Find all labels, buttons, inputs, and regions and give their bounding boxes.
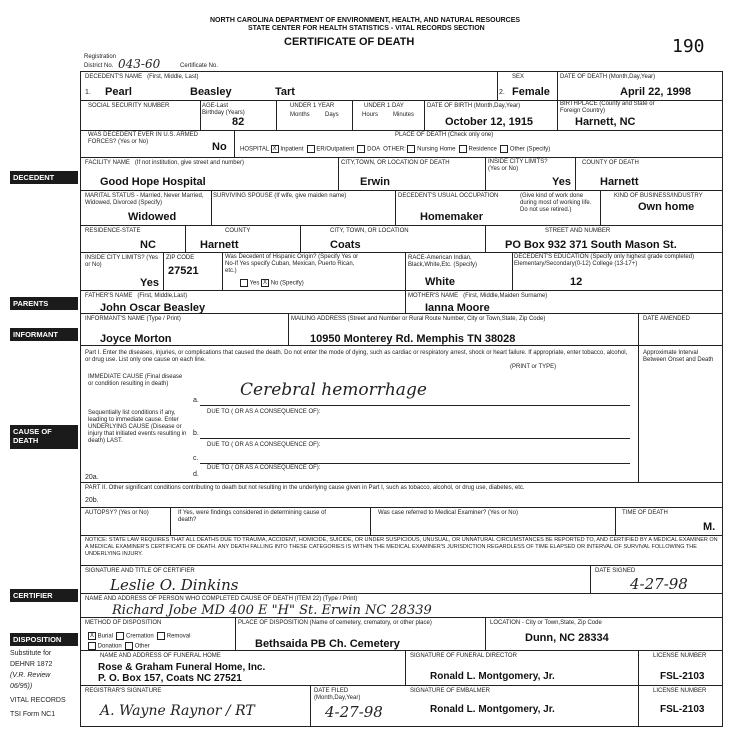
residence-city: Coats xyxy=(330,239,361,251)
decedent-sex: Female xyxy=(512,86,550,98)
embalmer-label: SIGNATURE OF EMBALMER xyxy=(410,688,490,694)
inside-city-limits: Yes xyxy=(552,176,571,188)
due-to-a: DUE TO ( OR AS A CONSEQUENCE OF): xyxy=(207,409,321,415)
age-label: AGE-Last Birthday (Years) xyxy=(202,103,245,116)
business: Own home xyxy=(638,201,695,213)
sex-label: SEX xyxy=(512,74,525,80)
section-parents: PARENTS xyxy=(10,297,78,310)
part1-instructions: Part I. Enter the diseases, injuries, or complications that caused the death. Do not enter the mode of dying, such as cardiac or respiratory arrest, shock or heart failure. If appropriate, enter tobacco, alcohol, or drug use. List only one cause on each line. xyxy=(85,350,628,363)
license-label-1: LICENSE NUMBER xyxy=(653,653,707,659)
disposition-location: Dunn, NC 28334 xyxy=(525,632,609,644)
under-year-label: UNDER 1 YEAR xyxy=(290,103,335,109)
part2-instructions: PART II. Other significant conditions contributing to death but not resulting in the underlying cause given in Part I, such as tobacco, alcohol, or drug use, diabetes, etc. xyxy=(85,485,525,491)
mother-label: MOTHER'S NAME (First, Middle,Maiden Surname) xyxy=(408,293,548,299)
address-label: MAILING ADDRESS (Street and Number or Rural Route Number, City or Town,State, Zip Code) xyxy=(291,316,546,322)
inside-limits-label: INSIDE CITY LIMITS? (Yes or No) xyxy=(488,159,548,172)
section-informant: INFORMANT xyxy=(10,328,78,341)
county-death-label: COUNTY OF DEATH xyxy=(582,160,639,166)
license-1: FSL-2103 xyxy=(660,671,705,682)
date-signed: 4-27-98 xyxy=(630,575,688,593)
marital-label: MARITAL STATUS - Married, Never Married, Widowed, Divorced (Specify) xyxy=(85,193,204,206)
header-agency: NORTH CAROLINA DEPARTMENT OF ENVIRONMENT, HEALTH, AND NATURAL RESOURCES xyxy=(210,17,521,24)
funeral-director: Ronald L. Montgomery, Jr. xyxy=(430,671,555,682)
education: 12 xyxy=(570,276,583,288)
spouse-label: SURVIVING SPOUSE (If wife, give maiden name) xyxy=(213,193,347,199)
armed-label: WAS DECEDENT EVER IN U.S. ARMED FORCES? (Yes or No) xyxy=(88,132,199,145)
side-note-3: (V.R. Review xyxy=(10,672,51,679)
nursing-checkbox[interactable] xyxy=(407,145,415,153)
res-county-label: COUNTY xyxy=(225,228,251,234)
burial-checkbox[interactable]: X xyxy=(89,633,94,639)
registrar-label: REGISTRAR'S SIGNATURE xyxy=(85,688,162,694)
time-suffix: M. xyxy=(703,521,716,533)
res-city-label: CITY, TOWN, OR LOCATION xyxy=(330,228,409,234)
hours-label: Hours xyxy=(362,112,379,118)
residence-state: NC xyxy=(140,239,156,251)
place-options: HOSPITAL X Inpatient ER/Outpatient DOA OTHER: Nursing Home Residence Other (Specify) xyxy=(240,146,551,153)
marital-status: Widowed xyxy=(128,211,177,223)
page-title: CERTIFICATE OF DEATH xyxy=(284,36,415,48)
location-label: LOCATION - City or Town,State, Zip Code xyxy=(490,620,602,626)
date-of-death: April 22, 1998 xyxy=(620,86,691,98)
header-center: STATE CENTER FOR HEALTH STATISTICS - VITAL RECORDS SECTION xyxy=(248,25,485,32)
place-of-disposition: Bethsaida PB Ch. Cemetery xyxy=(255,638,400,650)
date-filed: 4-27-98 xyxy=(325,703,383,721)
side-note-2: DEHNR 1872 xyxy=(10,661,53,668)
side-note-1: Substitute for xyxy=(10,650,52,657)
zip-code: 27521 xyxy=(168,265,199,277)
donation-checkbox[interactable] xyxy=(88,642,96,650)
due-to-c: DUE TO ( OR AS A CONSEQUENCE OF): xyxy=(207,465,321,471)
business-label: KIND OF BUSINESS/INDUSTRY xyxy=(614,193,703,199)
occupation-label: DECEDENT'S USUAL OCCUPATION xyxy=(398,193,499,199)
doa-checkbox[interactable] xyxy=(357,145,365,153)
removal-checkbox[interactable] xyxy=(157,632,165,640)
completer-label: NAME AND ADDRESS OF PERSON WHO COMPLETED CAUSE OF DEATH (ITEM 22) (Type / Print) xyxy=(85,596,358,602)
certificate-number: 190 xyxy=(672,36,705,57)
residence-county: Harnett xyxy=(200,239,239,251)
interval-label: Approximate Interval Between Onset and Death xyxy=(643,350,714,363)
sequential-label: Sequentially list conditions if any, leading to immediate cause. Enter UNDERLYING CAUSE (Disease or injury that initiated events resulting in death) LAST. xyxy=(88,410,187,444)
section-cause: CAUSE OF DEATH xyxy=(10,425,78,449)
section-disposition: DISPOSITION xyxy=(10,633,78,646)
res-inside-label: INSIDE CITY LIMITS? (Yes or No) xyxy=(85,255,159,268)
days-label: Days xyxy=(325,112,339,118)
director-label: SIGNATURE OF FUNERAL DIRECTOR xyxy=(410,653,517,659)
registration-label: Registration xyxy=(84,54,117,60)
informant-label: INFORMANT'S NAME (Type / Print) xyxy=(85,316,181,322)
district-value: 043-60 xyxy=(118,57,161,71)
immediate-label: IMMEDIATE CAUSE (Final disease or condition resulting in death) xyxy=(88,374,183,387)
residence-checkbox[interactable] xyxy=(459,145,467,153)
place-disposition-label: PLACE OF DISPOSITION (Name of cemetery, crematory, or other place) xyxy=(238,620,432,626)
section-certifier: CERTIFIER xyxy=(10,589,78,602)
minutes-label: Minutes xyxy=(393,112,415,118)
ssn-label: SOCIAL SECURITY NUMBER xyxy=(88,103,170,109)
armed-forces: No xyxy=(212,141,227,153)
side-note-5: VITAL RECORDS xyxy=(10,697,66,704)
street-label: STREET AND NUMBER xyxy=(545,228,611,234)
time-label: TIME OF DEATH xyxy=(622,510,668,516)
section-decedent: DECEDENT xyxy=(10,171,78,184)
notice: NOTICE: STATE LAW REQUIRES THAT ALL DEATHS DUE TO TRAUMA, ACCIDENT, HOMICIDE, SUICIDE, OR UNDER SUSPICIOUS, UNUSUAL, OR UNNATURAL CIRCUMSTANCES BE REPORTED TO, AND CERTIFIED BY A MEDICAL EXAMINER ON A MEDICAL EXAMINER'S CERTIFICATE OF DEATH. ANY DEATH FALLING INTO THESE CATEGORIES IS WITHIN THE MEDICAL EXAMINER'S JURISDICTION REGARDLESS OF TIME ELAPSED OR INTERVAL OF SURVIVAL FOLLOWING THE UNDERLYING INJURY. xyxy=(85,537,718,557)
dod-label: DATE OF DEATH (Month,Day,Year) xyxy=(560,74,656,80)
certificate-label: Certificate No. xyxy=(180,63,219,69)
place-label: PLACE OF DEATH (Check only one) xyxy=(395,132,494,138)
hispanic-options: Yes X No (Specify) xyxy=(240,279,304,288)
father-label: FATHER'S NAME (First, Middle,Last) xyxy=(85,293,188,299)
method-label: METHOD OF DISPOSITION xyxy=(85,620,162,626)
name-label: DECEDENT'S NAME (First, Middle, Last) xyxy=(85,74,199,80)
date-filed-label: DATE FILED (Month,Day,Year) xyxy=(314,688,361,701)
county-of-death: Harnett xyxy=(600,176,639,188)
informant-address: 10950 Monterey Rd. Memphis TN 38028 xyxy=(310,333,516,345)
autopsy-label: AUTOPSY? (Yes or No) xyxy=(85,510,149,516)
district-label: District No. xyxy=(84,63,114,69)
due-to-b: DUE TO ( OR AS A CONSEQUENCE OF): xyxy=(207,442,321,448)
certifier-signature: Leslie O. Dinkins xyxy=(110,576,239,594)
birthplace-label: BIRTHPLACE (County and State or Foreign Country) xyxy=(560,101,655,114)
race-label: RACE-American Indian, Black,White,Etc. (Specify) xyxy=(408,255,478,268)
side-note-6: TSI Form NC1 xyxy=(10,711,56,718)
registrar-signature: A. Wayne Raynor / RT xyxy=(100,703,255,719)
decedent-age: 82 xyxy=(232,116,245,128)
examiner-label: Was case referred to Medical Examiner? (Yes or No) xyxy=(378,510,518,516)
date-of-birth: October 12, 1915 xyxy=(445,116,534,128)
mother-name: Ianna Moore xyxy=(425,302,490,314)
immediate-cause: Cerebral hemorrhage xyxy=(240,380,427,400)
decedent-first-name: Pearl xyxy=(105,86,132,98)
cremation-checkbox[interactable] xyxy=(116,632,124,640)
dob-label: DATE OF BIRTH (Month,Day,Year) xyxy=(427,103,521,109)
decedent-middle-name: Beasley xyxy=(190,86,232,98)
residence-inside-limits: Yes xyxy=(140,277,159,289)
side-note-4: 06/95)) xyxy=(10,683,33,690)
informant-name: Joyce Morton xyxy=(100,333,172,345)
license-label-2: LICENSE NUMBER xyxy=(653,688,707,694)
method-options-2: Donation Other xyxy=(88,642,150,651)
birthplace: Harnett, NC xyxy=(575,116,636,128)
under-day-label: UNDER 1 DAY xyxy=(364,103,404,109)
residence-street: PO Box 932 371 South Mason St. xyxy=(505,239,677,251)
other-checkbox[interactable] xyxy=(500,145,508,153)
city-death-label: CITY,TOWN, OR LOCATION OF DEATH xyxy=(341,160,450,166)
zip-label: ZIP CODE xyxy=(166,255,195,261)
months-label: Months xyxy=(290,112,310,118)
facility-name: Good Hope Hospital xyxy=(100,176,206,188)
amended-label: DATE AMENDED xyxy=(643,316,690,322)
hispanic-yes-checkbox[interactable] xyxy=(240,279,248,287)
decedent-last-name: Tart xyxy=(275,86,295,98)
date-signed-label: DATE SIGNED xyxy=(595,568,636,574)
occupation-hint: (Give kind of work done during most of working life. Do not use retired.) xyxy=(520,193,592,213)
race: White xyxy=(425,276,455,288)
inpatient-checkbox[interactable]: X xyxy=(272,146,277,152)
embalmer: Ronald L. Montgomery, Jr. xyxy=(430,704,555,715)
home-label: NAME AND ADDRESS OF FUNERAL HOME xyxy=(100,653,221,659)
home-name: Rose & Graham Funeral Home, Inc. xyxy=(98,662,266,673)
res-state-label: RESIDENCE-STATE xyxy=(85,228,141,234)
signature-label: SIGNATURE AND TITLE OF CERTIFIER xyxy=(85,568,195,574)
hispanic-no-checkbox[interactable]: X xyxy=(263,280,268,286)
education-label: DECEDENT'S EDUCATION (Specify only highest grade completed) Elementary/Secondary(0-12) College (13-17+) xyxy=(514,254,695,267)
er-checkbox[interactable] xyxy=(307,145,315,153)
print-hint: (PRINT or TYPE) xyxy=(510,364,557,370)
father-name: John Oscar Beasley xyxy=(100,302,206,314)
completer: Richard Jobe MD 400 E "H" St. Erwin NC 28339 xyxy=(112,603,432,618)
home-address: P. O. Box 157, Coats NC 27521 xyxy=(98,673,242,684)
city-of-death: Erwin xyxy=(360,176,390,188)
hispanic-label: Was Decedent of Hispanic Origin? (Specify Yes or No-If Yes specify Cuban, Mexican, Puerto Rican, etc.) xyxy=(225,254,359,274)
findings-label: If Yes, were findings considered in determining cause of death? xyxy=(178,510,327,523)
other-disp-checkbox[interactable] xyxy=(125,642,133,650)
method-options-1: X Burial Cremation Removal xyxy=(89,633,191,640)
license-2: FSL-2103 xyxy=(660,704,705,715)
occupation: Homemaker xyxy=(420,211,483,223)
facility-label: FACILITY NAME (If not institution, give street and number) xyxy=(85,160,244,166)
